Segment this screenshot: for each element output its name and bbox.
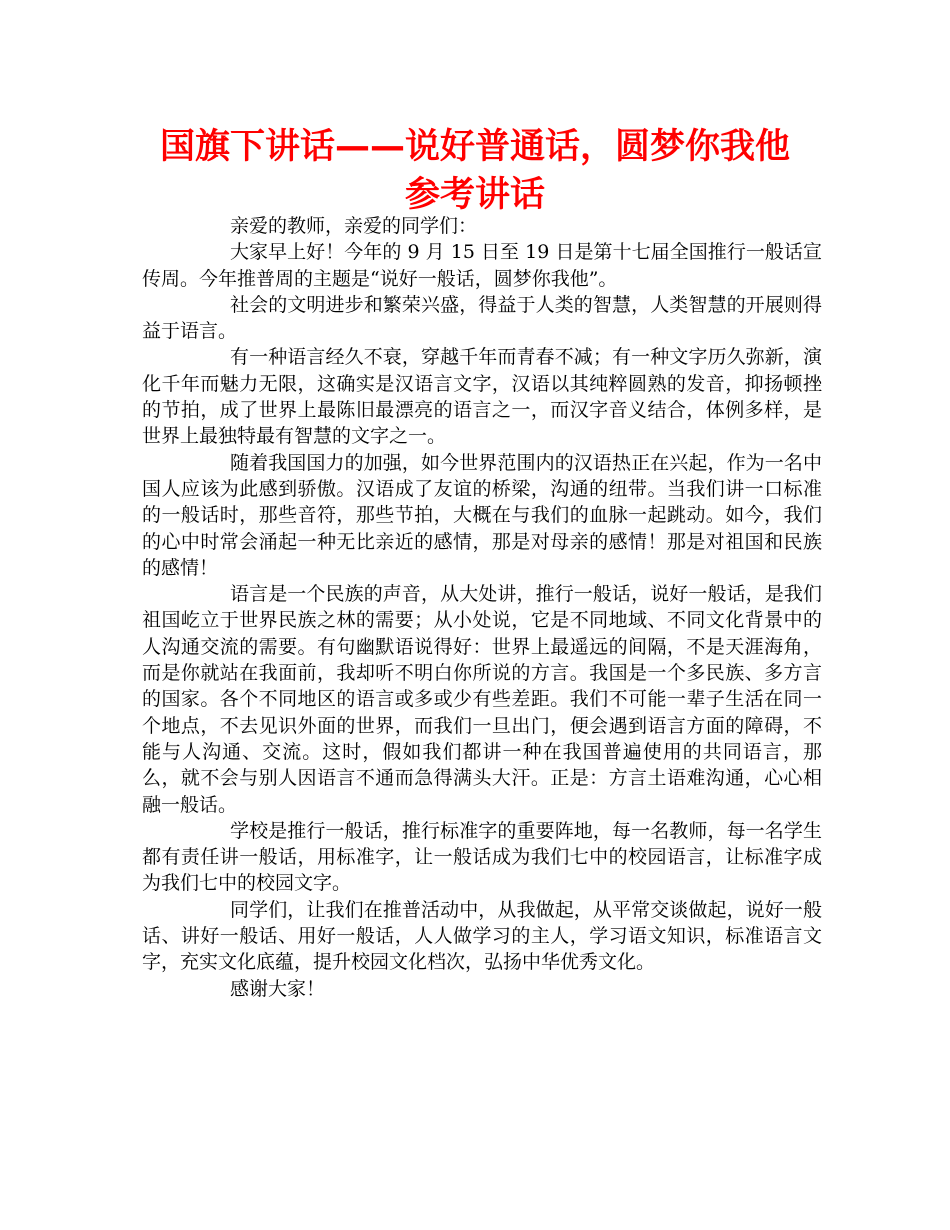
paragraph-chinese-language: 有一种语言经久不衰，穿越千年而青春不减；有一种文字历久弥新，演化千年而魅力无限，这确实是汉语言文字，汉语以其纯粹圆熟的发音，抑扬顿挫的节拍，成了世界上最陈旧最漂亮的语言之一，而汉字音义结合，体例多样，是世界上最独特最有智慧的文字之一。 [142, 346, 822, 448]
paragraph-voice-of-nation: 语言是一个民族的声音，从大处讲，推行一般话，说好一般话，是我们祖国屹立于世界民族之林的需要；从小处说，它是不同地域、不同文化背景中的人沟通交流的需要。有句幽默语说得好：世界上最遥远的间隔，不是天涯海角，而是你就站在我面前，我却听不明白你所说的方言。我国是一个多民族、多方言的国家。各个不同地区的语言或多或少有些差距。我们不可能一辈子生活在同一个地点，不去见识外面的世界，而我们一旦出门，便会遇到语言方面的障碍，不能与人沟通、交流。这时，假如我们都讲一种在我国普遍使用的共同语言，那么，就不会与别人因语言不通而急得满头大汗。正是：方言土语难沟通，心心相融一般话。 [142, 583, 822, 816]
paragraph-greeting: 大家早上好！今年的 9 月 15 日至 19 日是第十七届全国推行一般话宣传周。今年推普周的主题是“说好一般话，圆梦你我他”。 [142, 241, 822, 290]
closing-thanks: 感谢大家！ [230, 977, 326, 1000]
paragraph-call-to-action: 同学们，让我们在推普活动中，从我做起，从平常交谈做起，说好一般话、讲好一般话、用好一般话，人人做学习的主人，学习语文知识，标准语言文字，充实文化底蕴，提升校园文化档次，弘扬中华优秀文化。 [142, 898, 822, 974]
document-body [142, 213, 822, 1002]
salutation: 亲爱的教师，亲爱的同学们： [230, 215, 478, 237]
paragraph-school: 学校是推行一般话，推行标准字的重要阵地，每一名教师，每一名学生都有责任讲一般话，用标准字，让一般话成为我们七中的校园语言，让标准字成为我们七中的校园文字。 [142, 819, 822, 895]
document-title-line2: 参考讲话 [404, 175, 545, 215]
document-title-line1: 国旗下讲话——说好普通话，圆梦你我他 [159, 127, 790, 167]
paragraph-civilization: 社会的文明进步和繁荣兴盛，得益于人类的智慧，人类智慧的开展则得益于语言。 [142, 293, 822, 343]
paragraph-national-strength: 随着我国国力的加强，如今世界范围内的汉语热正在兴起，作为一名中国人应该为此感到骄傲。汉语成了友谊的桥梁，沟通的纽带。当我们讲一口标准的一般话时，那些音符，那些节拍，大概在与我们的血脉一起跳动。如今，我们的心中时常会涌起一种无比亲近的感情，那是对母亲的感情！那是对祖国和民族的感情！ [142, 451, 822, 579]
